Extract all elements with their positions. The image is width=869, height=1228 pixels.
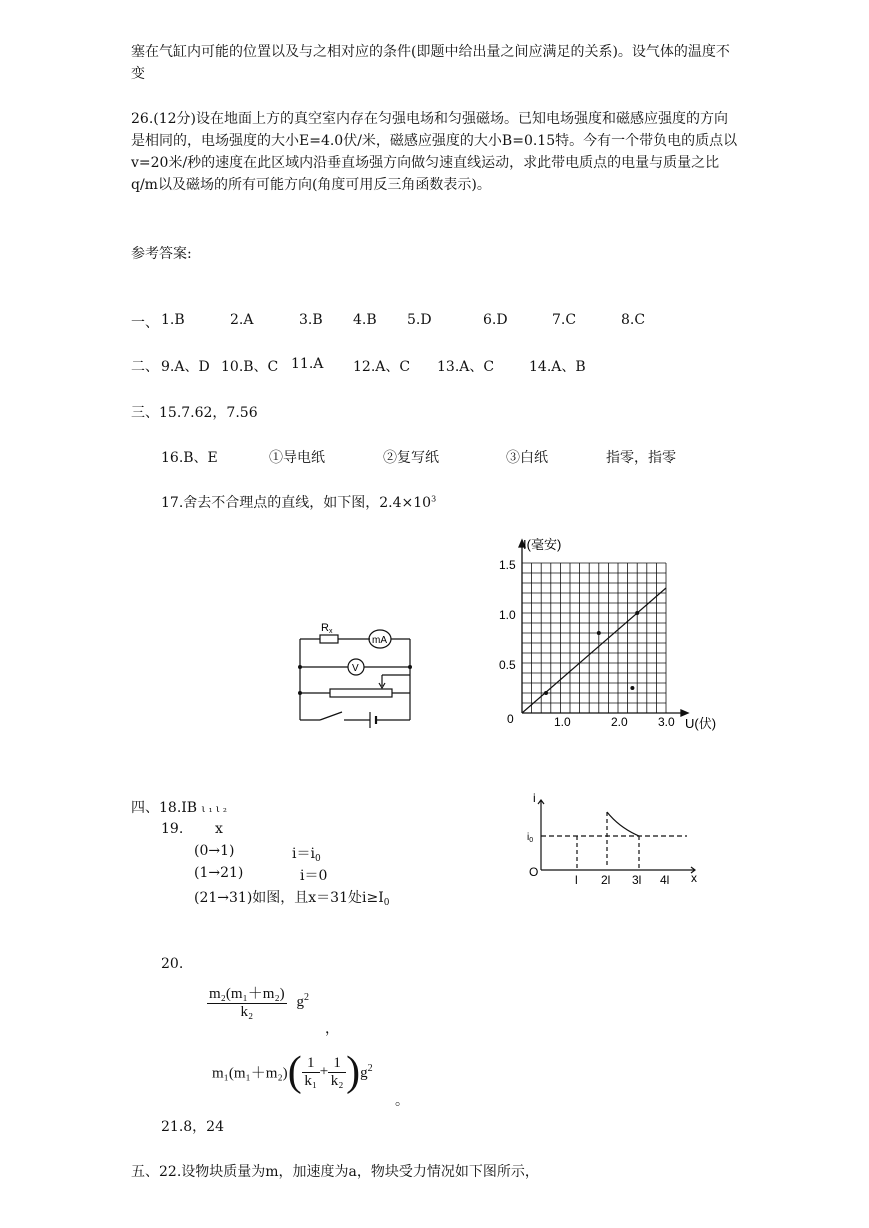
- switch: [320, 712, 342, 720]
- answer-16-conductive-paper: ①导电纸: [269, 450, 325, 466]
- intro-paragraph: 塞在气缸内可能的位置以及与之相对应的条件(即题中给出量之间应满足的关系)。设气体的温度不变: [131, 44, 730, 82]
- answer-4: 4.B: [353, 312, 377, 328]
- formula-2: m₁(m₁＋m₂)( $\frac{1}{\text{k₁}}$ + $\frac{1}{\text{k₂}}$ )$g^2$: [212, 1049, 373, 1095]
- formula-1-comma: ，: [325, 1021, 339, 1037]
- origin-o-label: O: [529, 865, 539, 879]
- y-tick-1.5: 1.5: [499, 558, 516, 572]
- answer-11: 11.A: [291, 356, 324, 372]
- resistor-rx: [320, 635, 338, 643]
- answer-2: 2.A: [230, 312, 254, 328]
- formula-1-numerator: m₂(m₁＋m₂): [209, 986, 285, 1002]
- iu-graph: [495, 535, 735, 735]
- ma-label: mA: [372, 635, 387, 646]
- y-axis-label: I(毫安): [523, 537, 562, 552]
- x-axis-label: U(伏): [685, 716, 717, 731]
- answer-19-range-1: (0→1): [194, 843, 235, 859]
- origin-label: 0: [507, 712, 514, 726]
- answer-18: [131, 797, 227, 817]
- answer-19-label: 19.: [161, 821, 184, 837]
- answer-21: 21.8，24: [161, 1119, 224, 1135]
- answer-19-x: x: [215, 821, 223, 837]
- i0-label: $i_0$: [527, 832, 534, 844]
- answer-19-range-2: (1→21): [194, 865, 244, 881]
- data-point-2: [597, 631, 601, 635]
- tick-3l: 3l: [632, 873, 642, 887]
- section-2-prefix: 二、: [131, 359, 159, 375]
- answer-3: 3.B: [299, 312, 323, 328]
- answers-heading: 参考答案:: [131, 246, 192, 262]
- x-axis-label-ix: x: [691, 871, 697, 885]
- answer-12: 12.A、C: [353, 359, 411, 375]
- y-tick-1.0: 1.0: [499, 608, 516, 622]
- tick-l: l: [575, 873, 578, 887]
- circuit-diagram: [290, 620, 420, 735]
- x-tick-1.0: 1.0: [554, 715, 571, 729]
- v-label: V: [352, 663, 359, 674]
- answer-10: 10.B、C: [221, 359, 279, 375]
- answer-13: 13.A、C: [437, 359, 495, 375]
- rx-label: Rx: [321, 622, 333, 635]
- answer-7: 7.C: [552, 312, 577, 328]
- answer-1: 1.B: [161, 312, 185, 328]
- formula-2-left: m₁(m₁＋m₂): [212, 1065, 288, 1082]
- answer-19-cond-2: i＝0: [300, 868, 328, 884]
- answer-20-label: 20.: [161, 956, 184, 972]
- answer-17-text: 17.舍去不合理点的直线，如下图，2.4×10: [161, 495, 432, 511]
- section-1-prefix: 一、: [131, 315, 159, 331]
- answer-14: 14.A、B: [529, 359, 586, 375]
- formula-2-period: 。: [395, 1093, 409, 1109]
- data-point-1: [544, 691, 548, 695]
- i-x-graph: [525, 790, 705, 890]
- data-point-3: [630, 686, 634, 690]
- answer-16-label: 16.B、E: [161, 450, 218, 466]
- answer-22: 五、22.设物块质量为m，加速度为a，物块受力情况如下图所示，: [131, 1164, 539, 1180]
- y-tick-0.5: 0.5: [499, 658, 516, 672]
- x-tick-3.0: 3.0: [658, 715, 675, 729]
- i-axis-label: i: [533, 791, 536, 805]
- x-tick-2.0: 2.0: [611, 715, 628, 729]
- data-point-4: [635, 611, 639, 615]
- tick-4l: 4l: [660, 873, 670, 887]
- rheostat: [330, 689, 392, 697]
- answer-19-cond-1: $i=i_0$: [292, 846, 321, 864]
- answer-8: 8.C: [621, 312, 646, 328]
- answer-17: [161, 492, 436, 512]
- question-26: 26.(12分)设在地面上方的真空室内存在匀强电场和匀强磁场。已知电场强度和磁感应强度的方向是相同的，电场强度的大小E=4.0伏/米，磁感应强度的大小B=0.15特。今有一个带负电的质点以v=20米/秒的速度在此区域内沿垂直场强方向做匀速直线运动，求此带电质点的电量与质量之比q/m以及磁场的所有可能方向(角度可用反三角函数表示)。: [131, 111, 738, 193]
- answer-5: 5.D: [407, 312, 432, 328]
- answer-18-text: 四、18.IB: [131, 800, 198, 816]
- answer-16-zero: 指零，指零: [606, 450, 676, 466]
- answer-9: 9.A、D: [161, 359, 210, 375]
- fit-line: [522, 588, 666, 713]
- formula-1: $\frac{\text{m₂(m₁＋m₂)}}{\text{k₂}}$ $g^2$: [207, 982, 309, 1021]
- answer-19-range-3: (21→31)如图，且x＝31处$i\ge I_0$: [194, 890, 390, 908]
- answer-15: 三、15.7.62，7.56: [131, 405, 258, 421]
- answer-16-white-paper: ③白纸: [506, 450, 548, 466]
- answer-16-carbon-paper: ②复写纸: [383, 450, 439, 466]
- tick-2l: 2l: [601, 873, 611, 887]
- answer-6: 6.D: [483, 312, 508, 328]
- formula-1-denominator: k₂: [240, 1004, 254, 1020]
- answer-17-exponent: 3: [431, 494, 437, 504]
- answer-18-tail: ι ₁ ι ₂: [201, 804, 227, 815]
